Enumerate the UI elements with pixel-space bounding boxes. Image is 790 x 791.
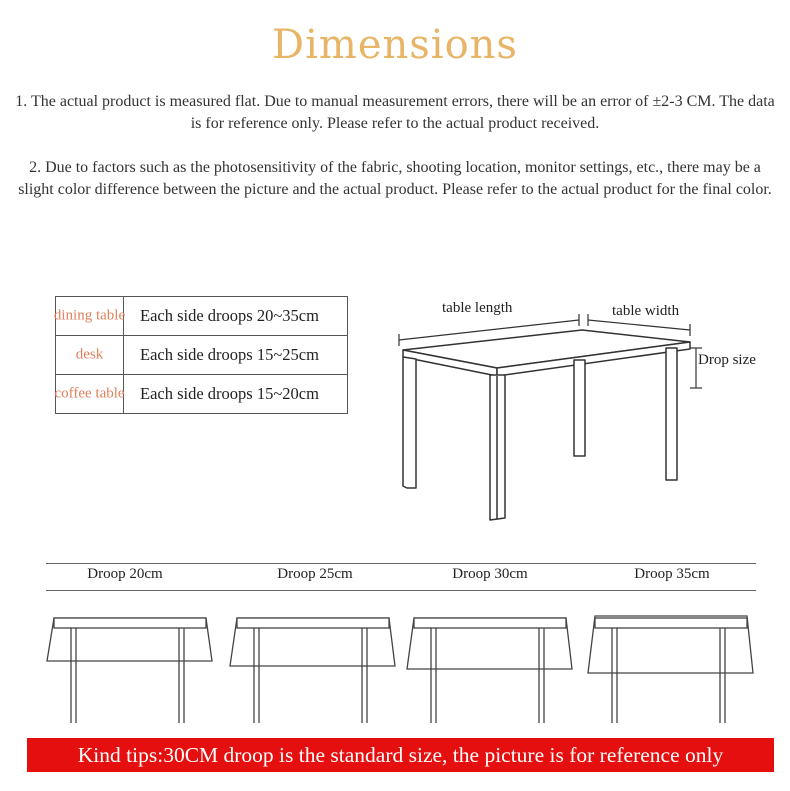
table-row bbox=[56, 297, 348, 336]
note-measurement: 1. The actual product is measured flat. Due to manual measurement errors, there will be an error of ±2-3 CM. The data is for reference only. Please refer to the actual product received. bbox=[15, 93, 775, 132]
droop-option-label: Droop 20cm bbox=[87, 566, 163, 582]
table-type-cell bbox=[53, 297, 126, 336]
kind-tips-banner: Kind tips:30CM droop is the standard size, the picture is for reference only bbox=[27, 738, 774, 772]
table-drawing bbox=[380, 290, 780, 530]
droop-range-cell: Each side droops 15~20cm bbox=[124, 375, 348, 414]
droop-range-cell: Each side droops 15~25cm bbox=[124, 336, 348, 375]
table-diagram bbox=[380, 290, 780, 530]
droop-range-cell: Each side droops 20~35cm bbox=[124, 297, 348, 336]
table-type-cell bbox=[56, 336, 124, 375]
divider-bottom bbox=[46, 590, 756, 591]
table-length-label: table length bbox=[442, 300, 513, 316]
table-type-label: dining table bbox=[53, 307, 126, 324]
table-width-label: table width bbox=[612, 303, 680, 319]
page-title: Dimensions bbox=[272, 22, 518, 68]
droop-option-label: Droop 30cm bbox=[452, 566, 528, 582]
drop-size-label: Drop size bbox=[698, 352, 756, 368]
table-row bbox=[56, 375, 348, 414]
droop-option-label: Droop 25cm bbox=[277, 566, 353, 582]
tablecloth-droop-25-illustration bbox=[228, 610, 398, 730]
tablecloth-droop-30-illustration bbox=[405, 610, 575, 730]
divider-top bbox=[46, 563, 756, 564]
table-type-cell bbox=[56, 375, 124, 414]
tablecloth-droop-35-illustration bbox=[586, 610, 756, 730]
droop-option-label: Droop 35cm bbox=[634, 566, 710, 582]
size-table bbox=[55, 296, 348, 414]
tablecloth-droop-20-illustration bbox=[45, 610, 215, 730]
note-color: 2. Due to factors such as the photosensitivity of the fabric, shooting location, monitor settings, etc., there may be a slight color difference between the picture and the actual product. Please refer to the actual product for the final color. bbox=[18, 159, 772, 198]
table-type-label: desk bbox=[75, 346, 104, 363]
table-type-label: coffee table bbox=[54, 385, 125, 402]
table-row bbox=[56, 336, 348, 375]
